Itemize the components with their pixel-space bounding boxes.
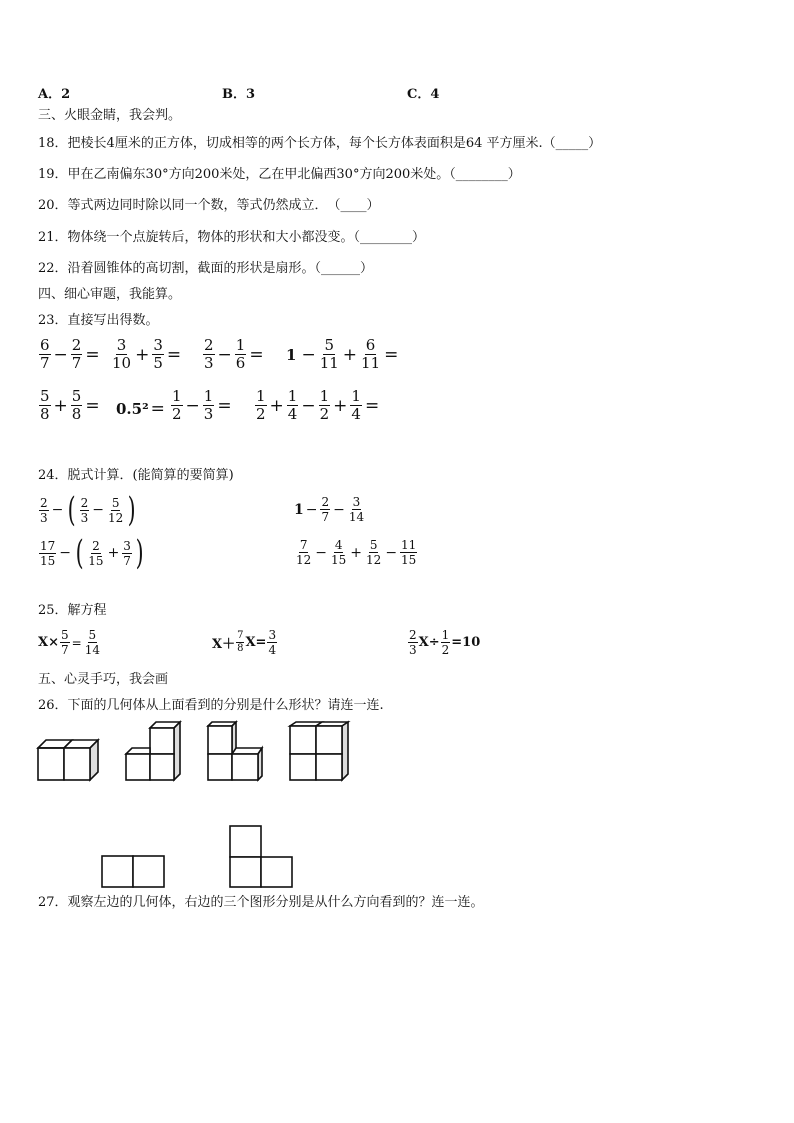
fraction: $\frac{1}{4}$	[351, 387, 361, 423]
calc-6: 0.5² =	[116, 399, 165, 419]
solid-2	[120, 720, 186, 784]
fraction: $\frac{5}{7}$	[60, 628, 69, 657]
solid-1	[36, 736, 106, 784]
calc-4: 1 − $\frac{5}{11}$ + $\frac{6}{11}$ =	[286, 336, 399, 372]
equation-2: X＋ $\frac{7}{8}$ X= $\frac{3}{4}$	[212, 628, 277, 657]
fraction: $\frac{11}{15}$	[401, 538, 417, 567]
fraction: $\frac{2}{7}$	[321, 495, 330, 524]
calc-2: $\frac{3}{10}$ + $\frac{3}{5}$ =	[112, 336, 182, 372]
option-c: C．4	[407, 87, 440, 102]
section-heading-5: 五、心灵手巧，我会画	[38, 672, 169, 687]
question-21: 21．物体绕一个点旋转后，物体的形状和大小都没变。（________）	[38, 230, 426, 245]
fraction: $\frac{3}{14}$	[348, 495, 365, 524]
fraction: $\frac{2}{3}$	[204, 336, 214, 372]
fraction: $\frac{5}{14}$	[84, 628, 100, 657]
fraction: $\frac{5}{8}$	[71, 387, 82, 423]
question-22: 22．沿着圆锥体的高切割，截面的形状是扇形。（______）	[38, 261, 374, 276]
fraction: $\frac{3}{10}$	[112, 336, 132, 372]
equation-3: $\frac{2}{3}$ X÷ $\frac{1}{2}$ =10	[409, 628, 481, 657]
section-heading-3: 三、火眼金睛，我会判。	[38, 108, 182, 123]
stepwise-3: $\frac{17}{15}$ − ( $\frac{2}{15}$ + $\frac{3}{7}$ )	[40, 533, 144, 573]
fraction: $\frac{2}{15}$	[88, 538, 104, 568]
section-heading-4: 四、细心审题，我能算。	[38, 287, 182, 302]
calc-7: $\frac{1}{2}$ − $\frac{1}{3}$ =	[172, 387, 232, 423]
fraction: $\frac{2}{3}$	[80, 495, 89, 525]
question-19: 19．甲在乙南偏东30°方向200米处，乙在甲北偏西30°方向200米处。（________）	[38, 167, 521, 182]
stepwise-2: 1 − $\frac{2}{7}$ − $\frac{3}{14}$	[294, 495, 365, 524]
calc-5: $\frac{5}{8}$ + $\frac{5}{8}$ =	[40, 387, 100, 423]
fraction: $\frac{1}{2}$	[441, 628, 450, 657]
fraction: $\frac{7}{12}$	[296, 538, 312, 567]
fraction: $\frac{4}{15}$	[331, 538, 347, 567]
question-20: 20．等式两边同时除以同一个数，等式仍然成立． （____）	[38, 198, 380, 213]
question-25: 25．解方程	[38, 603, 107, 618]
fraction: $\frac{1}{6}$	[235, 336, 246, 372]
calc-3: $\frac{2}{3}$ − $\frac{1}{6}$ =	[204, 336, 264, 372]
fraction: $\frac{5}{12}$	[108, 495, 124, 525]
stepwise-4: $\frac{7}{12}$ − $\frac{4}{15}$ + $\frac{5}{12}$ − $\frac{11}{15}$	[296, 538, 417, 567]
fraction: $\frac{5}{11}$	[319, 336, 339, 372]
top-view-2	[228, 824, 294, 889]
fraction: $\frac{6}{11}$	[361, 336, 381, 372]
fraction: $\frac{7}{8}$	[237, 630, 244, 654]
fraction: $\frac{2}{3}$	[40, 495, 48, 525]
equation-1: X× $\frac{5}{7}$ = $\frac{5}{14}$	[38, 628, 100, 657]
calc-1: $\frac{6}{7}$ − $\frac{2}{7}$ =	[40, 336, 100, 372]
question-26: 26．下面的几何体从上面看到的分别是什么形状？请连一连.	[38, 698, 384, 713]
fraction: $\frac{5}{8}$	[40, 387, 50, 423]
fraction: $\frac{1}{2}$	[256, 387, 266, 423]
solid-4	[288, 720, 354, 784]
question-27: 27．观察左边的几何体，右边的三个图形分别是从什么方向看到的？连一连。	[38, 895, 484, 910]
fraction: $\frac{3}{5}$	[153, 336, 163, 372]
question-23: 23．直接写出得数。	[38, 313, 159, 328]
solid-3	[204, 720, 270, 784]
fraction: $\frac{17}{15}$	[40, 538, 56, 568]
question-18: 18．把棱长4厘米的正方体，切成相等的两个长方体，每个长方体表面积是64 平方厘米.（_____）	[38, 136, 602, 151]
fraction: $\frac{1}{2}$	[319, 387, 330, 423]
fraction: $\frac{2}{7}$	[71, 336, 82, 372]
fraction: $\frac{1}{4}$	[287, 387, 298, 423]
fraction: $\frac{2}{3}$	[409, 628, 417, 657]
fraction: $\frac{3}{7}$	[123, 538, 131, 568]
fraction: $\frac{1}{2}$	[172, 387, 182, 423]
fraction: $\frac{6}{7}$	[40, 336, 50, 372]
question-24: 24．脱式计算．(能简算的要简算)	[38, 468, 234, 483]
calc-8: $\frac{1}{2}$ + $\frac{1}{4}$ − $\frac{1}{2}$ + $\frac{1}{4}$ =	[256, 387, 380, 423]
fraction: $\frac{1}{3}$	[203, 387, 214, 423]
stepwise-1: $\frac{2}{3}$ − ( $\frac{2}{3}$ − $\frac{5}{12}$ )	[40, 490, 136, 530]
fraction: $\frac{3}{4}$	[268, 628, 277, 657]
top-view-1	[101, 855, 167, 889]
fraction: $\frac{5}{12}$	[366, 538, 382, 567]
option-a: A．2	[38, 87, 71, 102]
option-b: B．3	[222, 87, 256, 102]
